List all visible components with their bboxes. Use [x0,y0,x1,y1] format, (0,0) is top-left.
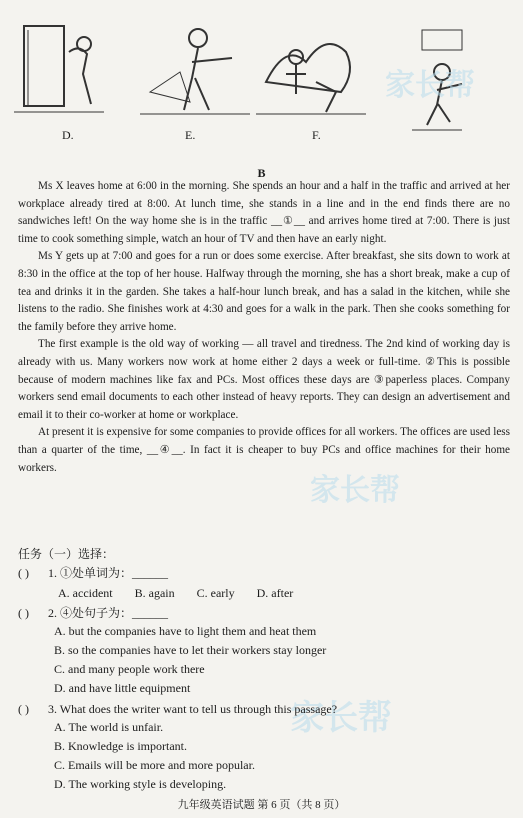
paragraph: At present it is expensive for some companies to provide offices for all workers. The offices are used less than a quarter of the time, __④__. In fact it is cheaper to buy PCs and office machines for their home workers. [18,426,510,474]
task-section [18,546,508,795]
options-row [18,583,508,603]
caption-d: D. [62,128,74,142]
question-stem: 2. ④处句子为：______ [48,605,169,620]
caption-f: F. [312,128,321,142]
option: C. and many people work there [54,662,205,676]
option: D. and have little equipment [54,681,191,695]
option: C. Emails will be more and more popular. [54,758,255,772]
illustration-f [256,22,366,122]
illustration-e [140,22,250,122]
answer-blank[interactable]: ( ) [18,701,29,716]
answer-blank[interactable]: ( ) [18,605,29,620]
passage [18,178,510,477]
option: B. so the companies have to let their workers stay longer [54,643,327,657]
option: D. The working style is developing. [54,777,227,791]
question-3 [18,699,508,719]
option: D. after [256,585,294,600]
paragraph: Ms Y gets up at 7:00 and goes for a run or does some exercise. After breakfast, she sits down to work at 8:30 in the office at the top of her house. Halfway through the morning, she has a short break, make a cup of tea and drinks it in the garden. She takes a half-hour lunch break, and has a salad in the kitchen, while she listens to the radio. She finishes work at 4:30 and goes for a walk in the park. Then she cooks something for the family before they arrive home. [18,250,510,333]
option: C. early [196,585,235,600]
watermark-logo: 家长帮 [385,68,475,103]
section-label: B [257,166,266,180]
watermark-logo: 家长帮 [290,698,392,738]
illustration-d [14,22,106,122]
question-1 [18,563,508,583]
option: A. accident [58,585,113,600]
answer-blank[interactable]: ( ) [18,565,29,580]
caption-e: E. [185,128,196,142]
option: B. again [134,585,175,600]
option: A. The world is unfair. [54,720,164,734]
page-footer: 九年级英语试题 第 6 页（共 8 页） [177,799,346,811]
paragraph: The first example is the old way of working — all travel and tiredness. The 2nd kind of working day is already with us. Many workers now work at home either 2 days a week or full-time. ②This is possible because of modern machines like fax and PCs. Most offices these days are ③paperless places. Company workers send email documents to each other instead of heavy reports. They can design an advertisement and email it to their co-worker at home or workplace. [18,338,510,421]
paragraph: Ms X leaves home at 6:00 in the morning. She spends an hour and a half in the traffic and arrived at her workplace already tired at 8:00. At lunch time, she stands in a line and in the end finds there are no sandwiches left! On the way home she is in the traffic __①__ and arrives home tired at 7:00. There is just time to cook something simple, watch an hour of TV and then have an early night. [18,180,510,245]
watermark-logo: 家长帮 [310,473,400,508]
question-2 [18,603,508,623]
task-heading: 任务（一）选择： [18,547,115,561]
question-stem: 3. What does the writer want to tell us through this passage? [48,701,338,716]
option: A. but the companies have to light them and heat them [54,624,317,638]
question-stem: 1. ①处单词为：______ [48,565,169,580]
option: B. Knowledge is important. [54,739,187,753]
